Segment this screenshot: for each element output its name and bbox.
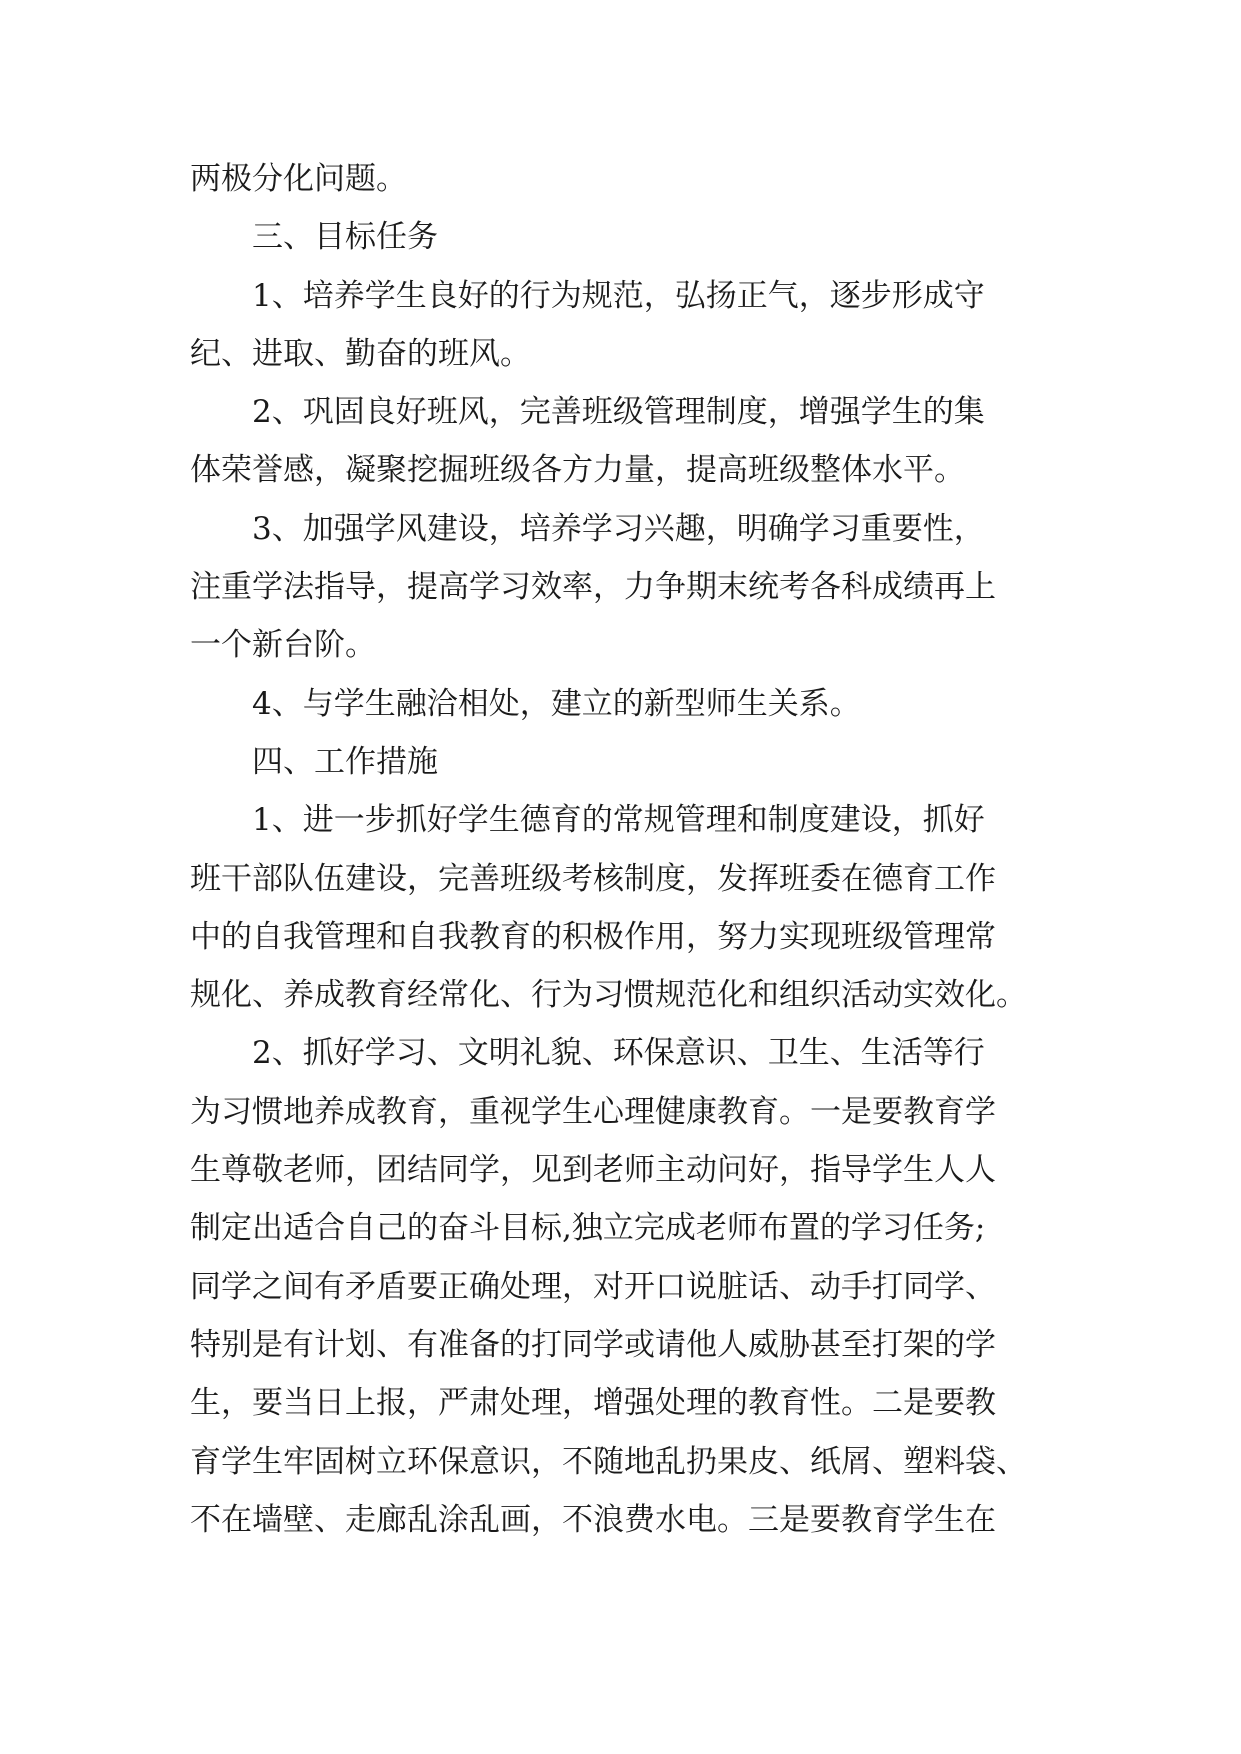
paragraph-line: 中的自我管理和自我教育的积极作用，努力实现班级管理常 [190,918,996,955]
paragraph-line: 同学之间有矛盾要正确处理，对开口说脏话、动手打同学、 [190,1268,996,1305]
paragraph-line: 3、加强学风建设，培养学习兴趣，明确学习重要性， [252,510,985,547]
paragraph-line: 4、与学生融洽相处，建立的新型师生关系。 [252,685,861,722]
paragraph-line: 1、进一步抓好学生德育的常规管理和制度建设，抓好 [252,802,985,839]
paragraph-line: 1、培养学生良好的行为规范，弘扬正气，逐步形成守 [252,277,985,314]
paragraph-line: 纪、进取、勤奋的班风。 [190,335,531,372]
document-body [190,150,1060,1549]
paragraph-line: 体荣誉感，凝聚挖掘班级各方力量，提高班级整体水平。 [190,452,965,489]
paragraph-line: 规化、养成教育经常化、行为习惯规范化和组织活动实效化。 [190,977,1027,1014]
paragraph-line: 为习惯地养成教育，重视学生心理健康教育。一是要教育学 [190,1093,996,1130]
paragraph-line: 注重学法指导，提高学习效率，力争期末统考各科成绩再上 [190,569,996,606]
paragraph-line: 育学生牢固树立环保意识，不随地乱扔果皮、纸屑、塑料袋、 [190,1443,1027,1480]
paragraph-line: 生，要当日上报，严肃处理，增强处理的教育性。二是要教 [190,1385,996,1422]
paragraph-line: 2、抓好学习、文明礼貌、环保意识、卫生、生活等行 [252,1035,985,1072]
section-heading: 四、工作措施 [252,743,438,780]
section-heading: 三、目标任务 [252,219,438,256]
paragraph-line: 生尊敬老师，团结同学，见到老师主动问好，指导学生人人 [190,1152,996,1189]
paragraph-line: 制定出适合自己的奋斗目标,独立完成老师布置的学习任务; [190,1210,986,1247]
paragraph-line: 一个新台阶。 [190,627,376,664]
paragraph-line: 2、巩固良好班风，完善班级管理制度，增强学生的集 [252,394,985,431]
paragraph-line: 特别是有计划、有准备的打同学或请他人威胁甚至打架的学 [190,1326,996,1363]
paragraph-line: 不在墙壁、走廊乱涂乱画，不浪费水电。三是要教育学生在 [190,1501,996,1538]
paragraph-line: 两极分化问题。 [190,161,407,197]
paragraph-line: 班干部队伍建设，完善班级考核制度，发挥班委在德育工作 [190,860,996,897]
